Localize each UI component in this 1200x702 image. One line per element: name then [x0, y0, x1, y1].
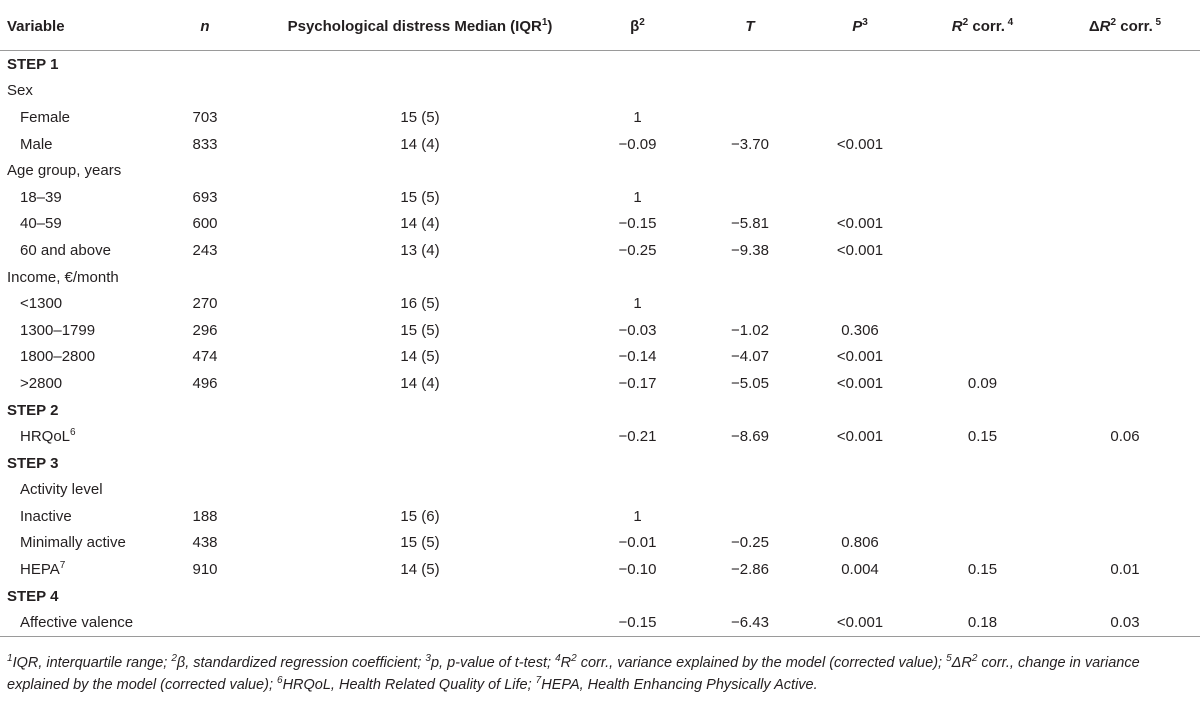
cell-beta: 1 [633, 295, 642, 313]
cell-r2 [915, 317, 1050, 344]
cell-n [150, 477, 260, 504]
cell-r2 [915, 157, 1050, 184]
table-row [0, 184, 1200, 211]
cell-t: −6.43 [695, 609, 805, 636]
cell-delta-r2 [1050, 370, 1200, 397]
cell-delta-r2 [1050, 290, 1200, 317]
cell-beta: −0.15 [580, 609, 695, 636]
cell-median: 14 (4) [400, 135, 440, 153]
cell-n: 188 [192, 507, 218, 525]
cell-n: 833 [192, 135, 218, 153]
cell-n: 910 [192, 561, 218, 579]
cell-n [150, 397, 260, 424]
cell-beta [580, 51, 695, 78]
cell-beta: 1 [633, 108, 642, 126]
header-row [0, 2, 1200, 51]
cell-median: 15 (5) [400, 108, 440, 126]
cell-variable: HEPA$^7$ [20, 560, 66, 579]
cell-median: 14 (4) [400, 215, 440, 233]
cell-n [150, 450, 260, 477]
cell-t: −8.69 [731, 428, 769, 446]
cell-variable: 60 and above [20, 241, 111, 259]
table-row [0, 131, 1200, 158]
cell-t [695, 51, 805, 78]
col-header-n: n [150, 2, 260, 51]
cell-delta-r2 [1050, 157, 1200, 184]
cell-p: <0.001 [836, 215, 884, 233]
cell-median: 15 (6) [400, 507, 440, 525]
cell-r2: 0.09 [967, 374, 998, 392]
cell-r2 [915, 290, 1050, 317]
cell-delta-r2: 0.03 [1050, 609, 1200, 636]
cell-n [150, 423, 260, 450]
cell-t: −0.25 [731, 534, 769, 552]
cell-delta-r2 [1050, 51, 1200, 78]
cell-delta-r2 [1050, 237, 1200, 264]
step-row [0, 450, 1200, 477]
cell-n: 693 [192, 188, 218, 206]
cell-p: <0.001 [836, 241, 884, 259]
cell-p [805, 397, 915, 424]
cell-r2 [915, 397, 1050, 424]
cell-p: <0.001 [836, 428, 884, 446]
table-row [0, 317, 1200, 344]
cell-n: 496 [192, 374, 218, 392]
cell-t [695, 184, 805, 211]
col-header-t: T [695, 2, 805, 51]
cell-delta-r2 [1050, 317, 1200, 344]
cell-median: 15 (5) [400, 188, 440, 206]
cell-median: 15 (5) [400, 321, 440, 339]
cell-median [260, 609, 580, 636]
cell-n: 438 [192, 534, 218, 552]
cell-delta-r2 [1050, 131, 1200, 158]
cell-delta-r2 [1050, 264, 1200, 291]
cell-beta: −0.14 [618, 348, 657, 366]
cell-delta-r2 [1050, 450, 1200, 477]
cell-p [805, 184, 915, 211]
cell-median [260, 397, 580, 424]
cell-r2 [915, 237, 1050, 264]
cell-r2 [915, 530, 1050, 557]
cell-delta-r2 [1050, 530, 1200, 557]
cell-delta-r2 [1050, 344, 1200, 371]
cell-beta [580, 583, 695, 610]
cell-delta-r2 [1050, 503, 1200, 530]
cell-beta: −0.17 [618, 374, 657, 392]
step-row [0, 51, 1200, 78]
table-row [0, 290, 1200, 317]
cell-variable: Income, €/month [7, 268, 119, 286]
cell-t: −4.07 [731, 348, 769, 366]
cell-r2 [915, 477, 1050, 504]
group-row [0, 78, 1200, 105]
cell-median [260, 477, 580, 504]
cell-beta [580, 78, 695, 105]
cell-p: <0.001 [836, 348, 884, 366]
table-row [0, 530, 1200, 557]
cell-beta: −0.01 [618, 534, 657, 552]
cell-median [260, 423, 580, 450]
table-row [0, 211, 1200, 238]
cell-median [260, 264, 580, 291]
cell-r2 [915, 264, 1050, 291]
cell-variable: STEP 3 [7, 454, 59, 472]
cell-t [695, 450, 805, 477]
cell-variable: 40–59 [20, 215, 62, 233]
cell-beta: −0.10 [618, 561, 657, 579]
cell-delta-r2 [1050, 104, 1200, 131]
cell-r2 [915, 104, 1050, 131]
cell-p [805, 290, 915, 317]
cell-t [695, 397, 805, 424]
table-row [0, 237, 1200, 264]
cell-beta [580, 397, 695, 424]
cell-variable: Activity level [20, 481, 103, 499]
cell-p [805, 104, 915, 131]
cell-p: 0.806 [841, 534, 879, 552]
cell-delta-r2: 0.06 [1110, 428, 1140, 446]
table-body [0, 51, 1200, 637]
table-row [0, 344, 1200, 371]
cell-delta-r2 [1050, 211, 1200, 238]
cell-t [695, 264, 805, 291]
cell-beta [580, 157, 695, 184]
cell-median: 14 (4) [400, 374, 440, 392]
cell-median [260, 157, 580, 184]
cell-delta-r2: 0.01 [1110, 561, 1140, 579]
cell-beta [580, 477, 695, 504]
cell-p [805, 450, 915, 477]
cell-variable: STEP 4 [7, 587, 59, 605]
cell-variable: Minimally active [20, 534, 126, 552]
cell-r2 [915, 131, 1050, 158]
cell-r2 [915, 583, 1050, 610]
cell-delta-r2 [1050, 397, 1200, 424]
cell-n: 600 [192, 215, 218, 233]
cell-t [695, 78, 805, 105]
step-row [0, 583, 1200, 610]
cell-p [805, 157, 915, 184]
cell-n [150, 609, 260, 636]
cell-t [695, 583, 805, 610]
cell-median: 13 (4) [400, 241, 440, 259]
table-row [0, 609, 1200, 636]
cell-variable: Age group, years [7, 162, 122, 180]
cell-median: 14 (5) [400, 561, 440, 579]
cell-t: −5.81 [731, 215, 769, 233]
step-row [0, 397, 1200, 424]
cell-beta: −0.09 [618, 135, 657, 153]
cell-variable: Sex [7, 82, 33, 100]
cell-t: −5.05 [731, 374, 769, 392]
cell-r2 [915, 450, 1050, 477]
cell-variable: Affective valence [0, 609, 150, 636]
col-header-p: $P^3$ [805, 2, 915, 51]
cell-beta: −0.03 [618, 321, 657, 339]
cell-r2 [915, 503, 1050, 530]
cell-t [695, 104, 805, 131]
cell-p: <0.001 [836, 135, 884, 153]
group-row [0, 264, 1200, 291]
cell-p [805, 477, 915, 504]
cell-variable: 1800–2800 [20, 348, 96, 366]
cell-p: 0.004 [841, 561, 879, 579]
cell-n: 703 [192, 108, 218, 126]
col-header-median: Psychological distress Median (IQR$^1$) [260, 2, 580, 51]
cell-t [695, 157, 805, 184]
cell-beta: −0.25 [618, 241, 657, 259]
cell-r2 [915, 344, 1050, 371]
cell-n [150, 157, 260, 184]
cell-delta-r2 [1050, 477, 1200, 504]
col-header-beta: $\beta^2$ [580, 2, 695, 51]
table-row [0, 370, 1200, 397]
cell-n: 270 [192, 295, 218, 313]
cell-n: 474 [192, 348, 218, 366]
cell-variable: Female [20, 108, 71, 126]
cell-variable: <1300 [20, 295, 63, 313]
cell-beta [580, 450, 695, 477]
cell-n [150, 583, 260, 610]
regression-table [0, 2, 1200, 637]
cell-p [805, 503, 915, 530]
cell-median [260, 51, 580, 78]
cell-t [695, 477, 805, 504]
cell-n [150, 51, 260, 78]
cell-p [805, 51, 915, 78]
cell-median [260, 450, 580, 477]
cell-variable: 1300–1799 [20, 321, 96, 339]
cell-r2 [915, 51, 1050, 78]
cell-median: 15 (5) [400, 534, 440, 552]
table-row [0, 556, 1200, 583]
table-row [0, 423, 1200, 450]
cell-p [805, 583, 915, 610]
cell-p: 0.306 [841, 321, 879, 339]
col-header-r2: $R^2$ corr. $^4$ [915, 2, 1050, 51]
cell-median [260, 583, 580, 610]
cell-p: <0.001 [836, 374, 884, 392]
cell-t: −9.38 [731, 241, 769, 259]
col-header-variable: Variable [0, 2, 150, 51]
cell-median: 14 (5) [400, 348, 440, 366]
cell-n [150, 264, 260, 291]
cell-r2 [915, 184, 1050, 211]
cell-median [260, 78, 580, 105]
cell-r2 [915, 78, 1050, 105]
cell-variable: 18–39 [20, 188, 62, 206]
cell-delta-r2 [1050, 78, 1200, 105]
cell-p [805, 78, 915, 105]
cell-n: 296 [192, 321, 218, 339]
cell-variable: STEP 2 [7, 401, 59, 419]
table-row [0, 104, 1200, 131]
cell-r2: 0.18 [915, 609, 1050, 636]
cell-t: −2.86 [731, 561, 769, 579]
cell-beta: 1 [633, 188, 642, 206]
table-footnote: $^1$IQR, interquartile range; $^2$β, standardized regression coefficient; $^3$p, p-value of t-test; $^4R^2$ corr., variance explained by the model (corrected value); $^5\Delta R^2$ corr., change in variance explained by the model (corrected value); $^6$HRQoL, Health Related Quality of Life; $^7$HEPA, Health Enhancing Physically Active. [7, 653, 1140, 693]
cell-delta-r2 [1050, 184, 1200, 211]
cell-variable: >2800 [20, 374, 63, 392]
cell-median: 16 (5) [400, 295, 440, 313]
cell-n [150, 78, 260, 105]
cell-delta-r2 [1050, 583, 1200, 610]
cell-beta [580, 264, 695, 291]
cell-t [695, 503, 805, 530]
cell-r2: 0.15 [967, 561, 998, 579]
cell-variable: Inactive [20, 507, 72, 525]
col-header-delta-r2: $\Delta R^2$ corr. $^5$ [1050, 2, 1200, 51]
cell-t [695, 290, 805, 317]
cell-p: <0.001 [805, 609, 915, 636]
group-row [0, 157, 1200, 184]
table-row [0, 503, 1200, 530]
cell-beta: −0.21 [618, 428, 657, 446]
cell-r2: 0.15 [967, 428, 998, 446]
cell-t: −1.02 [731, 321, 769, 339]
cell-variable: STEP 1 [7, 55, 59, 73]
cell-variable: HRQoL$^6$ [20, 427, 76, 446]
cell-beta: −0.15 [618, 215, 657, 233]
cell-variable: Male [20, 135, 53, 153]
cell-n: 243 [192, 241, 218, 259]
cell-t: −3.70 [731, 135, 769, 153]
cell-r2 [915, 211, 1050, 238]
cell-p [805, 264, 915, 291]
table-row [0, 477, 1200, 504]
cell-beta: 1 [633, 507, 642, 525]
